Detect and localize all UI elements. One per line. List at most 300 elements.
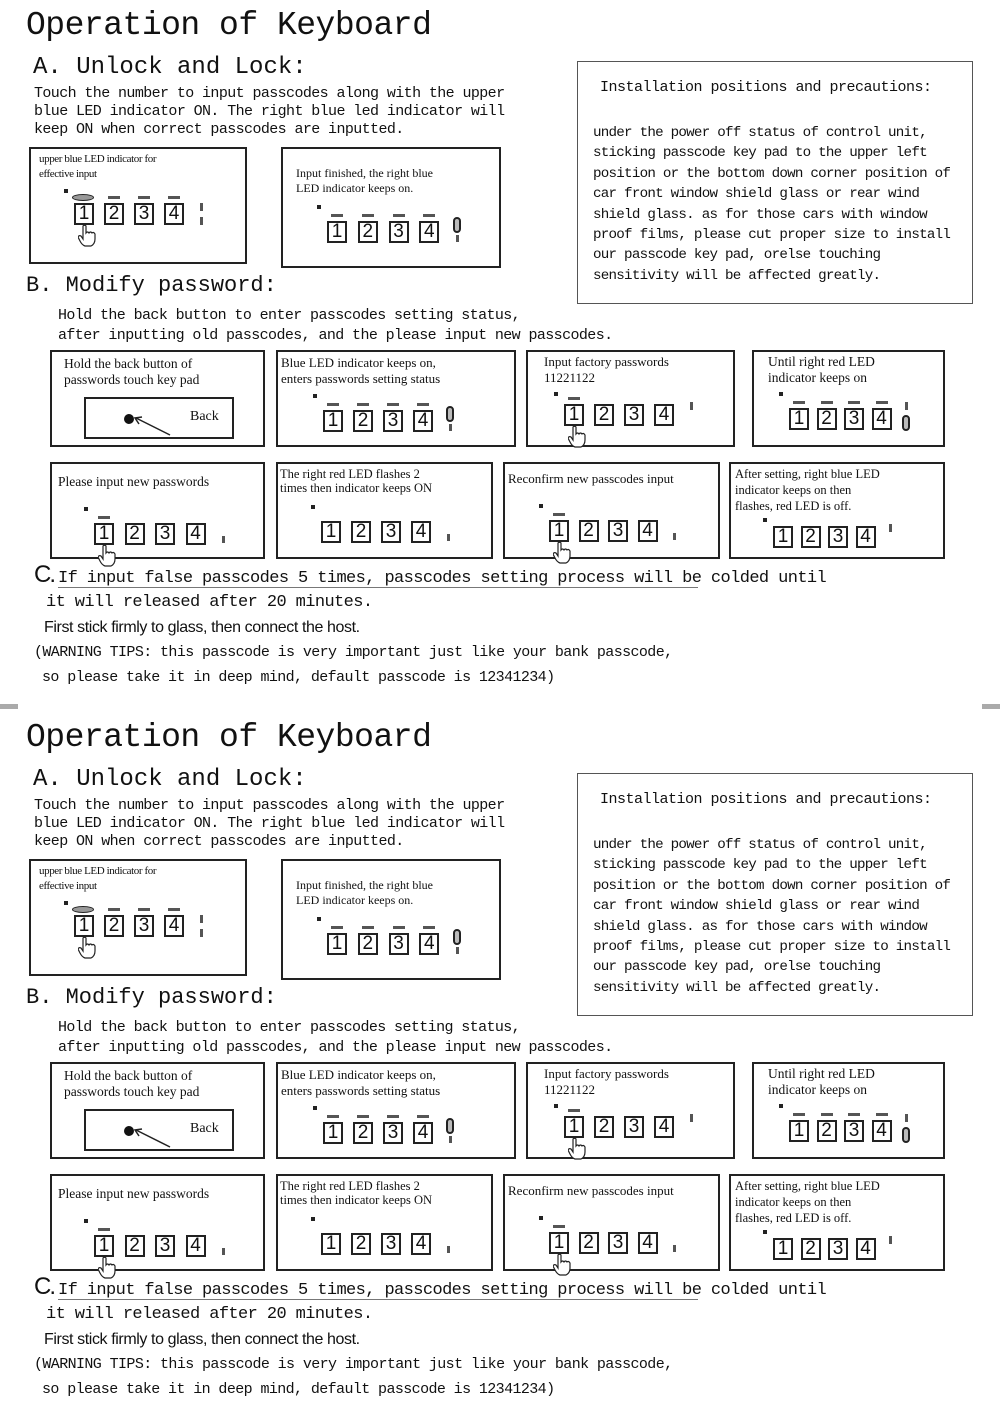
key-2[interactable]: 2 xyxy=(801,526,821,548)
step-caption xyxy=(281,1067,440,1099)
keypad xyxy=(539,504,653,541)
step-caption xyxy=(508,471,674,487)
key-2[interactable]: 2 xyxy=(104,915,124,937)
section-a-intro xyxy=(34,797,574,851)
pointing-hand-icon xyxy=(553,1254,571,1276)
upper-led-indicator-icon xyxy=(387,403,399,406)
installation-precautions-box xyxy=(577,773,973,1016)
upper-led-indicator-icon xyxy=(138,908,150,911)
underline xyxy=(58,1299,698,1300)
caption-line: LED indicator keeps on. xyxy=(296,181,414,195)
body-line: shield glass. as for those cars with window xyxy=(593,206,927,223)
caption-line: Blue LED indicator keeps on, xyxy=(281,355,436,370)
key-2[interactable]: 2 xyxy=(351,521,371,543)
upper-led-indicator-icon xyxy=(72,906,94,913)
body-line: under the power off status of control unit, xyxy=(593,125,927,141)
caption-line: Input finished, the right blue xyxy=(296,166,433,180)
key-4[interactable]: 4 xyxy=(654,1116,674,1138)
upper-led-indicator-icon xyxy=(393,926,405,929)
back-label: Back xyxy=(190,409,219,424)
separator-mark-left xyxy=(0,704,18,709)
key-2[interactable]: 2 xyxy=(801,1238,821,1260)
upper-led-indicator-icon xyxy=(357,403,369,406)
key-4[interactable]: 4 xyxy=(856,1238,876,1260)
step-caption xyxy=(544,354,669,386)
intro-line: keep ON when correct passcodes are inputted. xyxy=(34,121,404,138)
upper-led-indicator-icon xyxy=(98,1228,110,1231)
key-3[interactable]: 3 xyxy=(134,915,154,937)
key-4[interactable]: 4 xyxy=(856,526,876,548)
key-4[interactable]: 4 xyxy=(411,1233,431,1255)
body-line: position or the bottom down corner position of xyxy=(593,165,951,182)
right-led-indicator-icon xyxy=(889,524,892,532)
caption-line: Input factory passwords xyxy=(544,354,669,369)
right-led-indicator-icon xyxy=(447,534,450,541)
keypad xyxy=(763,518,871,547)
step-setting-status xyxy=(276,350,516,447)
intro-line: Hold the back button to enter passcodes setting status, xyxy=(58,1019,521,1036)
upper-led-indicator-icon xyxy=(168,908,180,911)
installation-body xyxy=(593,835,965,998)
pointing-hand-icon xyxy=(568,426,586,448)
install-note: First stick firmly to glass, then connect the host. xyxy=(44,619,360,636)
intro-line: Touch the number to input passcodes along with the upper xyxy=(34,85,505,102)
upper-led-indicator-icon xyxy=(357,1115,369,1118)
caption-line: After setting, right blue LED xyxy=(735,467,880,481)
key-3[interactable]: 3 xyxy=(608,520,628,542)
upper-led-indicator-icon xyxy=(793,401,805,404)
keypad xyxy=(763,1230,871,1259)
body-line: sticking passcode key pad to the upper left xyxy=(593,145,927,162)
caption-line: Until right red LED xyxy=(768,1066,875,1081)
step-red-led-flashes xyxy=(276,462,493,559)
key-1[interactable]: 1 xyxy=(564,1116,584,1138)
caption-line: Please input new passwords xyxy=(58,474,210,489)
step-caption xyxy=(280,1179,432,1207)
right-led-indicator-icon xyxy=(449,424,452,431)
right-led-indicator-icon xyxy=(449,1136,452,1143)
caption-line: Reconfirm new passcodes input xyxy=(508,1183,674,1198)
key-3[interactable]: 3 xyxy=(608,1232,628,1254)
key-3[interactable]: 3 xyxy=(381,521,401,543)
caption-line: effective input xyxy=(39,168,97,180)
panel-caption xyxy=(39,152,156,182)
caption-line: indicator keeps on then xyxy=(735,1195,852,1209)
key-2[interactable]: 2 xyxy=(594,1116,614,1138)
body-line: proof films, please cut proper size to install xyxy=(593,226,951,243)
step-factory-password xyxy=(526,350,735,447)
caption-line: LED indicator keeps on. xyxy=(296,893,414,907)
upper-led-indicator-icon xyxy=(848,401,860,404)
step-new-password xyxy=(50,1174,265,1271)
section-c-text: If input false passcodes 5 times, passcodes setting process will be colded until xyxy=(58,569,827,588)
caption-line: The right red LED flashes 2 xyxy=(280,1179,420,1193)
step-caption xyxy=(281,355,440,387)
keypad xyxy=(554,1104,670,1137)
right-led-indicator-icon xyxy=(446,406,454,422)
key-3[interactable]: 3 xyxy=(383,1122,403,1144)
upper-led-indicator-icon xyxy=(98,516,110,519)
right-led-indicator-icon xyxy=(690,402,693,410)
step-caption xyxy=(735,1178,880,1226)
key-3[interactable]: 3 xyxy=(828,1238,848,1260)
key-1[interactable]: 1 xyxy=(323,410,343,432)
document-title: Operation of Keyboard xyxy=(26,7,432,44)
body-line: proof films, please cut proper size to install xyxy=(593,938,951,955)
key-2[interactable]: 2 xyxy=(817,1120,837,1142)
key-2[interactable]: 2 xyxy=(358,221,378,243)
intro-line: blue LED indicator ON. The right blue led indicator will xyxy=(34,103,505,120)
caption-line: passwords touch key pad xyxy=(64,372,200,387)
caption-line: enters passwords setting status xyxy=(281,1083,441,1098)
intro-line: Touch the number to input passcodes along with the upper xyxy=(34,797,505,814)
key-1[interactable]: 1 xyxy=(773,1238,793,1260)
section-a-heading: A. Unlock and Lock: xyxy=(33,54,307,81)
panel-input-finished xyxy=(281,859,501,980)
step-caption xyxy=(768,1066,875,1098)
back-key-pad[interactable] xyxy=(84,1109,234,1151)
right-led-indicator-icon xyxy=(902,415,910,431)
key-1[interactable]: 1 xyxy=(773,526,793,548)
key-4[interactable]: 4 xyxy=(411,521,431,543)
key-3[interactable]: 3 xyxy=(844,408,864,430)
body-line: under the power off status of control unit, xyxy=(593,837,927,853)
step-caption xyxy=(544,1066,669,1098)
panel-upper-led xyxy=(29,859,247,976)
key-1[interactable]: 1 xyxy=(321,1233,341,1255)
keypad xyxy=(317,917,435,954)
caption-line: Hold the back button of xyxy=(64,356,193,371)
right-led-indicator-icon xyxy=(200,217,203,225)
key-3[interactable]: 3 xyxy=(624,404,644,426)
key-4[interactable]: 4 xyxy=(164,203,184,225)
key-2[interactable]: 2 xyxy=(353,410,373,432)
right-led-indicator-icon xyxy=(447,1246,450,1253)
section-a-intro xyxy=(34,85,574,139)
body-line: sensitivity will be affected greatly. xyxy=(593,267,881,284)
body-line: shield glass. as for those cars with window xyxy=(593,918,927,935)
step-hold-back xyxy=(50,350,265,447)
section-b-intro xyxy=(58,306,698,346)
body-line: our passcode key pad, orelse touching xyxy=(593,247,881,264)
right-led-indicator-icon xyxy=(456,947,459,954)
key-3[interactable]: 3 xyxy=(624,1116,644,1138)
key-4[interactable]: 4 xyxy=(186,1235,206,1257)
upper-led-indicator-icon xyxy=(821,1113,833,1116)
key-4[interactable]: 4 xyxy=(186,523,206,545)
step-factory-password xyxy=(526,1062,735,1159)
caption-line: Input factory passwords xyxy=(544,1066,669,1081)
caption-line: Input finished, the right blue xyxy=(296,878,433,892)
step-red-led-on xyxy=(752,350,945,447)
panel-caption xyxy=(39,864,156,894)
upper-led-indicator-icon xyxy=(327,1115,339,1118)
step-caption xyxy=(735,466,880,514)
panel-upper-led xyxy=(29,147,247,264)
right-led-indicator-icon xyxy=(200,915,203,923)
caption-line: indicator keeps on then xyxy=(735,483,852,497)
step-reconfirm xyxy=(503,1174,720,1271)
key-2[interactable]: 2 xyxy=(353,1122,373,1144)
separator-mark-right xyxy=(982,704,1000,709)
right-led-indicator-icon xyxy=(456,235,459,242)
keypad xyxy=(311,1217,427,1254)
upper-led-indicator-icon xyxy=(568,397,580,400)
caption-line: effective input xyxy=(39,880,97,892)
upper-led-indicator-icon xyxy=(568,1109,580,1112)
right-led-indicator-icon xyxy=(222,536,225,543)
key-3[interactable]: 3 xyxy=(134,203,154,225)
intro-line: blue LED indicator ON. The right blue led indicator will xyxy=(34,815,505,832)
right-led-indicator-icon xyxy=(453,929,461,945)
warning-line: (WARNING TIPS: this passcode is very important just like your bank passcode, xyxy=(34,644,673,661)
body-line: car front window shield glass or rear wind xyxy=(593,898,920,915)
keypad xyxy=(554,392,670,425)
key-4[interactable]: 4 xyxy=(419,221,439,243)
section-b-heading: B. Modify password: xyxy=(26,273,277,298)
manual-page-copy-2 xyxy=(0,712,1000,1417)
installation-heading: Installation positions and precautions: xyxy=(600,791,932,808)
key-1[interactable]: 1 xyxy=(321,521,341,543)
right-led-indicator-icon xyxy=(200,203,203,211)
step-caption xyxy=(58,474,209,490)
key-2[interactable]: 2 xyxy=(125,523,145,545)
upper-led-indicator-icon xyxy=(793,1113,805,1116)
upper-led-indicator-icon xyxy=(423,214,435,217)
section-b-heading: B. Modify password: xyxy=(26,985,277,1010)
keypad xyxy=(779,1104,887,1141)
step-reconfirm xyxy=(503,462,720,559)
document-title: Operation of Keyboard xyxy=(26,719,432,756)
caption-line: Hold the back button of xyxy=(64,1068,193,1083)
installation-body xyxy=(593,123,965,286)
step-caption xyxy=(58,1186,209,1202)
keypad xyxy=(539,1216,653,1253)
upper-led-indicator-icon xyxy=(362,214,374,217)
key-4[interactable]: 4 xyxy=(872,408,892,430)
key-2[interactable]: 2 xyxy=(358,933,378,955)
step-hold-back xyxy=(50,1062,265,1159)
pointing-hand-icon xyxy=(553,542,571,564)
key-4[interactable]: 4 xyxy=(638,520,658,542)
upper-led-indicator-icon xyxy=(331,214,343,217)
key-4[interactable]: 4 xyxy=(413,410,433,432)
warning-line: so please take it in deep mind, default passcode is 12341234) xyxy=(42,669,555,686)
key-3[interactable]: 3 xyxy=(828,526,848,548)
key-2[interactable]: 2 xyxy=(351,1233,371,1255)
section-c-line2: it will released after 20 minutes. xyxy=(46,1305,373,1324)
key-3[interactable]: 3 xyxy=(389,933,409,955)
right-led-indicator-icon xyxy=(690,1114,693,1122)
upper-led-indicator-icon xyxy=(331,926,343,929)
key-3[interactable]: 3 xyxy=(389,221,409,243)
caption-line: After setting, right blue LED xyxy=(735,1179,880,1193)
key-4[interactable]: 4 xyxy=(419,933,439,955)
section-c-text: If input false passcodes 5 times, passcodes setting process will be colded until xyxy=(58,1281,827,1300)
back-label: Back xyxy=(190,1121,219,1136)
key-3[interactable]: 3 xyxy=(155,1235,175,1257)
intro-line: after inputting old passcodes, and the please input new passcodes. xyxy=(58,327,613,344)
upper-led-indicator-icon xyxy=(553,513,565,516)
caption-line: 11221122 xyxy=(544,1082,596,1097)
key-3[interactable]: 3 xyxy=(383,410,403,432)
key-4[interactable]: 4 xyxy=(638,1232,658,1254)
arrow-icon xyxy=(130,1127,172,1149)
keypad xyxy=(779,392,887,429)
right-led-indicator-icon xyxy=(902,1127,910,1143)
caption-line: upper blue LED indicator for xyxy=(39,153,157,165)
step-after-setting xyxy=(729,1174,945,1271)
section-c-letter: C. xyxy=(34,561,54,588)
manual-page-copy-1 xyxy=(0,0,1000,705)
body-line: car front window shield glass or rear wind xyxy=(593,186,920,203)
key-1[interactable]: 1 xyxy=(327,933,347,955)
caption-line: passwords touch key pad xyxy=(64,1084,200,1099)
upper-led-indicator-icon xyxy=(848,1113,860,1116)
caption-line: The right red LED flashes 2 xyxy=(280,467,420,481)
upper-led-indicator-icon xyxy=(417,1115,429,1118)
step-caption xyxy=(280,467,432,495)
caption-line: Reconfirm new passcodes input xyxy=(508,471,674,486)
keypad xyxy=(311,505,427,542)
step-red-led-flashes xyxy=(276,1174,493,1271)
install-note: First stick firmly to glass, then connect the host. xyxy=(44,1331,360,1348)
upper-led-indicator-icon xyxy=(876,1113,888,1116)
upper-led-indicator-icon xyxy=(876,401,888,404)
right-led-indicator-icon xyxy=(222,1248,225,1255)
key-1[interactable]: 1 xyxy=(564,404,584,426)
caption-line: flashes, red LED is off. xyxy=(735,1211,852,1225)
caption-line: indicator keeps on xyxy=(768,370,867,385)
right-led-indicator-icon xyxy=(673,1245,676,1252)
key-2[interactable]: 2 xyxy=(817,408,837,430)
upper-led-indicator-icon xyxy=(138,196,150,199)
underline xyxy=(58,587,698,588)
upper-led-indicator-icon xyxy=(417,403,429,406)
pointing-hand-icon xyxy=(78,937,96,959)
upper-led-indicator-icon xyxy=(108,908,120,911)
panel-input-finished xyxy=(281,147,501,268)
upper-led-indicator-icon xyxy=(108,196,120,199)
step-caption xyxy=(64,356,199,388)
key-4[interactable]: 4 xyxy=(164,915,184,937)
keypad xyxy=(313,394,429,431)
warning-line: so please take it in deep mind, default passcode is 12341234) xyxy=(42,1381,555,1398)
step-red-led-on xyxy=(752,1062,945,1159)
warning-line: (WARNING TIPS: this passcode is very important just like your bank passcode, xyxy=(34,1356,673,1373)
right-led-indicator-icon xyxy=(905,1114,908,1122)
key-1[interactable]: 1 xyxy=(789,408,809,430)
key-3[interactable]: 3 xyxy=(844,1120,864,1142)
key-2[interactable]: 2 xyxy=(594,404,614,426)
keypad xyxy=(64,189,180,224)
caption-line: flashes, red LED is off. xyxy=(735,499,852,513)
step-caption xyxy=(64,1068,199,1100)
caption-line: times then indicator keeps ON xyxy=(280,1193,433,1207)
section-c-line2: it will released after 20 minutes. xyxy=(46,593,373,612)
right-led-indicator-icon xyxy=(905,402,908,410)
keypad xyxy=(64,901,180,936)
installation-heading: Installation positions and precautions: xyxy=(600,79,932,96)
key-1[interactable]: 1 xyxy=(74,203,94,225)
key-4[interactable]: 4 xyxy=(872,1120,892,1142)
key-2[interactable]: 2 xyxy=(579,1232,599,1254)
caption-line: enters passwords setting status xyxy=(281,371,441,386)
key-1[interactable]: 1 xyxy=(94,523,114,545)
installation-precautions-box xyxy=(577,61,973,304)
right-led-indicator-icon xyxy=(673,533,676,540)
key-1[interactable]: 1 xyxy=(94,1235,114,1257)
pointing-hand-icon xyxy=(568,1138,586,1160)
key-1[interactable]: 1 xyxy=(549,1232,569,1254)
section-c-letter: C. xyxy=(34,1273,54,1300)
key-2[interactable]: 2 xyxy=(104,203,124,225)
caption-line: Blue LED indicator keeps on, xyxy=(281,1067,436,1082)
caption-line: Until right red LED xyxy=(768,354,875,369)
pointing-hand-icon xyxy=(78,225,96,247)
intro-line: after inputting old passcodes, and the please input new passcodes. xyxy=(58,1039,613,1056)
body-line: our passcode key pad, orelse touching xyxy=(593,959,881,976)
keypad xyxy=(84,507,201,544)
key-3[interactable]: 3 xyxy=(381,1233,401,1255)
key-2[interactable]: 2 xyxy=(125,1235,145,1257)
key-1[interactable]: 1 xyxy=(323,1122,343,1144)
right-led-indicator-icon xyxy=(889,1236,892,1244)
keypad xyxy=(313,1106,429,1143)
key-3[interactable]: 3 xyxy=(155,523,175,545)
caption-line: 11221122 xyxy=(544,370,596,385)
caption-line: indicator keeps on xyxy=(768,1082,867,1097)
step-caption xyxy=(768,354,875,386)
key-1[interactable]: 1 xyxy=(327,221,347,243)
upper-led-indicator-icon xyxy=(327,403,339,406)
upper-led-indicator-icon xyxy=(168,196,180,199)
section-a-heading: A. Unlock and Lock: xyxy=(33,766,307,793)
right-led-indicator-icon xyxy=(453,217,461,233)
back-key-pad[interactable] xyxy=(84,397,234,439)
body-line: sticking passcode key pad to the upper left xyxy=(593,857,927,874)
caption-line: times then indicator keeps ON xyxy=(280,481,433,495)
right-led-indicator-icon xyxy=(200,929,203,937)
step-setting-status xyxy=(276,1062,516,1159)
step-caption xyxy=(508,1183,674,1199)
upper-led-indicator-icon xyxy=(72,194,94,201)
section-b-intro xyxy=(58,1018,698,1058)
upper-led-indicator-icon xyxy=(362,926,374,929)
body-line: position or the bottom down corner position of xyxy=(593,877,951,894)
arrow-icon xyxy=(130,415,172,437)
panel-caption xyxy=(296,878,433,908)
upper-led-indicator-icon xyxy=(553,1225,565,1228)
upper-led-indicator-icon xyxy=(423,926,435,929)
key-1[interactable]: 1 xyxy=(549,520,569,542)
key-4[interactable]: 4 xyxy=(413,1122,433,1144)
key-1[interactable]: 1 xyxy=(74,915,94,937)
right-led-indicator-icon xyxy=(446,1118,454,1134)
keypad xyxy=(317,205,435,242)
key-2[interactable]: 2 xyxy=(579,520,599,542)
key-4[interactable]: 4 xyxy=(654,404,674,426)
keypad xyxy=(84,1219,201,1256)
caption-line: Please input new passwords xyxy=(58,1186,210,1201)
step-after-setting xyxy=(729,462,945,559)
upper-led-indicator-icon xyxy=(821,401,833,404)
panel-caption xyxy=(296,166,433,196)
key-1[interactable]: 1 xyxy=(789,1120,809,1142)
upper-led-indicator-icon xyxy=(393,214,405,217)
intro-line: Hold the back button to enter passcodes setting status, xyxy=(58,307,521,324)
caption-line: upper blue LED indicator for xyxy=(39,865,157,877)
